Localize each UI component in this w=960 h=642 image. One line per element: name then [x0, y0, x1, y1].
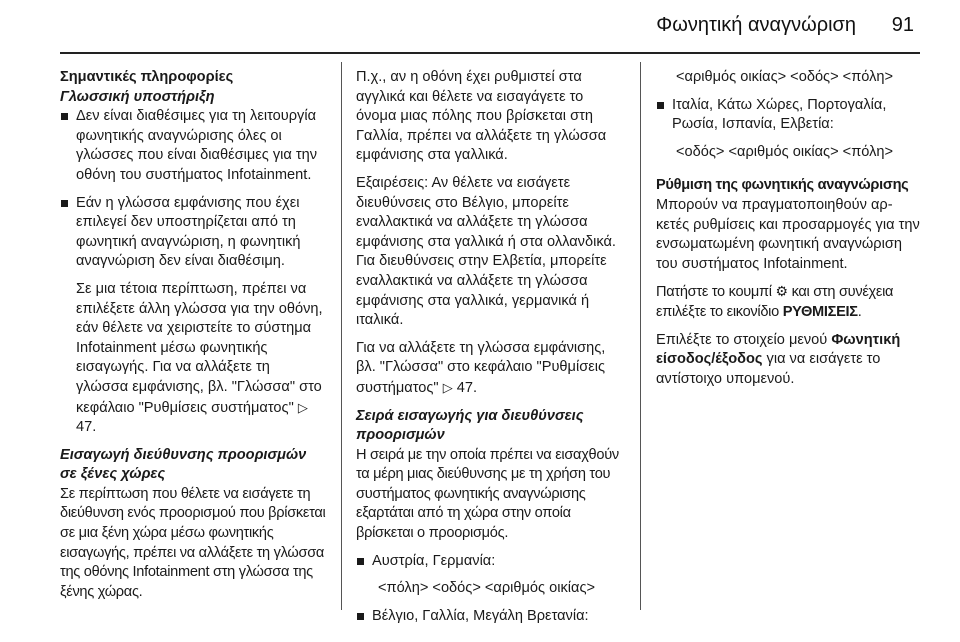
address-format: <πόλη> <οδός> <αριθμός οικίας>: [378, 580, 596, 597]
list-item: Ιταλία, Κάτω Χώρες, Πορτογαλία, Ρωσία, Ισπανία, Ελβετία:: [656, 96, 920, 135]
paragraph-text: και στη συνέχεια επιλέξτε το εικονίδιο: [656, 284, 894, 320]
page-header: [0, 0, 960, 52]
list-item: Δεν είναι διαθέσιμες για τη λειτουργία φωνητικής αναγνώρισης όλες οι γλώσσες που είναι διαθέσιμες για την οθόνη του συστήματος Infotainment.: [60, 107, 326, 185]
column-3: [656, 68, 920, 397]
page-reference: 47.: [76, 419, 97, 436]
list-item: Αυστρία, Γερμανία:: [356, 552, 624, 572]
paragraph: Η σειρά με την οποία πρέπει να εισαχθούν τα μέρη μιας διεύθυνσης με τη χρήση του συστήματος φωνητικής αναγνώρισης εξαρτάται από τη χώρα στην οποία βρίσκεται ο προορισμός.: [356, 446, 619, 542]
page-number: 91: [891, 14, 914, 36]
paragraph: Μπορούν να πραγματοποιηθούν αρκετές ρυθμίσεις και προσαρμογές για την ενσωματωμένη φωνητική αναγνώριση του συστήματος Infotainment.: [656, 196, 920, 272]
language-support-list: [60, 107, 326, 272]
section-heading: Σημαντικές πληροφορίες: [60, 69, 234, 85]
address-format: <αριθμός οικίας> <οδός> <πόλη>: [676, 69, 894, 85]
paragraph: Εξαιρέσεις: Αν θέλετε να εισάγετε διευθύνσεις στο Βέλγιο, μπορείτε εναλλακτικά να αλλάξετε τη γλώσσα εμφάνισης στα γαλλικά ή στα ολλανδικά. Για διευθύνσεις στην Ελβετία, μπορείτε εναλλακτικά να αλλάξετε τη γλώσσα εμφάνισης στα γαλλικά, γερμανικά ή ιταλικά.: [356, 174, 616, 329]
menu-item-label: Φωνητική είσοδος/έξοδος: [656, 331, 901, 368]
config-gear-icon: ⚙: [775, 283, 788, 300]
section-heading: Ρύθμιση της φωνητικής αναγνώρισης: [656, 177, 909, 194]
page-title: Φωνητική αναγνώριση: [656, 14, 856, 36]
paragraph-text: .: [857, 303, 862, 320]
column-divider: [640, 62, 641, 610]
paragraph-text: Σε μια τέτοια περίπτωση, πρέπει να επιλέξετε άλλη γλώσσα για την οθόνη, εάν θέλετε να χειριστείτε το σύστημα Infotainment μέσω φωνητικής εισαγωγής. Για να αλλάξετε τη γλώσσα εμφάνισης, βλ. "Γλώσσα" στο κεφάλαιο "Ρυθμίσεις συστήματος": [76, 280, 323, 416]
reference-arrow-icon: ▷: [297, 399, 308, 415]
address-order-list: [356, 552, 624, 572]
subsection-heading: Σειρά εισαγωγής για διευθύνσεις προορισμών: [356, 407, 584, 444]
address-order-list: [356, 607, 624, 627]
paragraph: Π.χ., αν η οθόνη έχει ρυθμιστεί στα αγγλικά και θέλετε να εισαγάγετε το όνομα μιας πόλης που βρίσκεται στη Γαλλία, πρέπει να αλλάξετε τη γλώσσα εμφάνισης στα γαλλικά.: [356, 69, 607, 164]
paragraph-text: Για να αλλάξετε τη γλώσσα εμφάνισης, βλ. "Γλώσσα" στο κεφάλαιο "Ρυθμίσεις συστήματος": [356, 339, 606, 396]
column-1: [60, 68, 326, 610]
paragraph-text: για να εισάγετε το αντίστοιχο υπομενού.: [656, 351, 881, 387]
list-item: Βέλγιο, Γαλλία, Μεγάλη Βρετανία:: [356, 607, 624, 627]
list-item: Εάν η γλώσσα εμφάνισης που έχει επιλεγεί δεν υποστηρίζεται από τη φωνητική αναγνώριση, η φωνητική αναγνώριση δεν είναι διαθέσιμη.: [60, 194, 326, 272]
column-2: [356, 68, 624, 634]
page-reference: 47.: [456, 379, 478, 396]
reference-arrow-icon: ▷: [442, 379, 453, 395]
continuation-paragraph: [76, 280, 326, 438]
header-rule: [60, 52, 920, 54]
address-order-list: [656, 96, 920, 135]
paragraph-text: Επιλέξτε το στοιχείο μενού: [656, 331, 828, 348]
settings-label: ΡΥΘΜΙΣΕΙΣ: [782, 303, 858, 320]
paragraph-text: Πατήστε το κουμπί: [656, 284, 772, 301]
address-format: <οδός> <αριθμός οικίας> <πόλη>: [676, 143, 894, 160]
subsection-heading: Εισαγωγή διεύθυνσης προορισμών σε ξένες χώρες: [60, 446, 307, 483]
paragraph: Σε περίπτωση που θέλετε να εισάγετε τη διεύθυνση ενός προορισμού που βρίσκεται σε μια ξένη χώρα μέσω φωνητικής εισαγωγής, πρέπει να αλλάξετε τη γλώσσα της οθόνης Infotainment στη γλώσσα της ξένης χώρας.: [60, 485, 326, 600]
paragraph: [656, 331, 920, 390]
paragraph: [356, 339, 624, 399]
column-divider: [341, 62, 342, 610]
subsection-heading: Γλωσσική υποστήριξη: [60, 88, 215, 105]
paragraph: [656, 282, 920, 322]
